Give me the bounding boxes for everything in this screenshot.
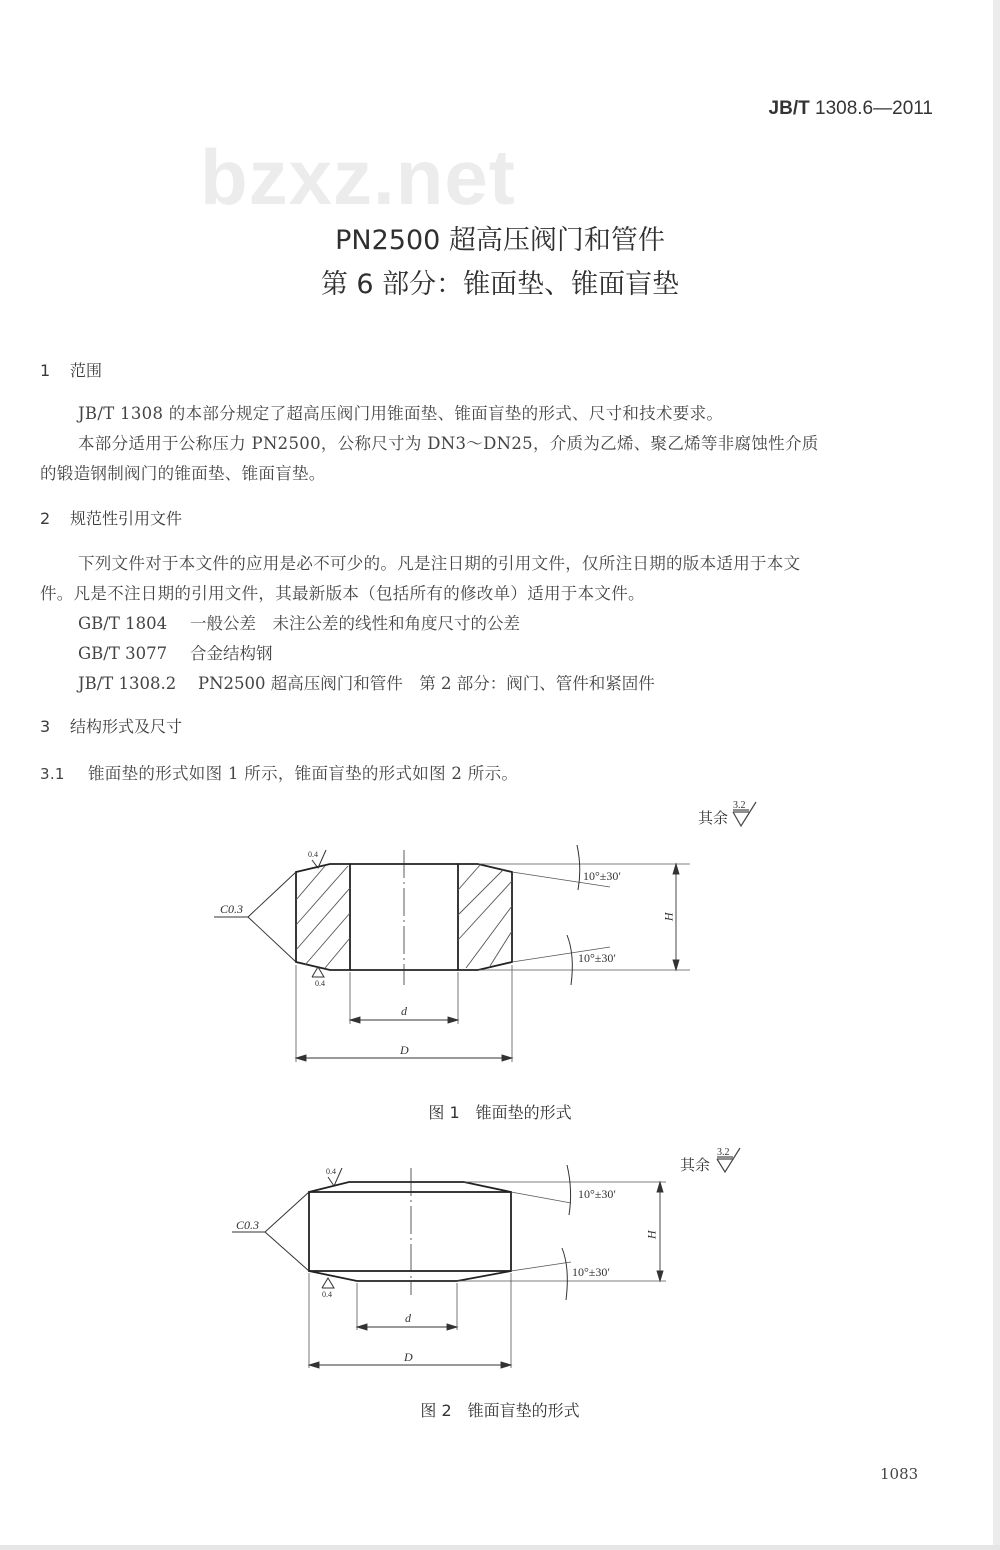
reference-title: PN2500 超高压阀门和管件 第 2 部分：阀门、管件和紧固件 — [198, 674, 655, 693]
section-title: 结构形式及尺寸 — [70, 717, 183, 736]
reference-title: 合金结构钢 — [190, 644, 273, 663]
roughness-symbol-icon — [322, 1278, 334, 1288]
page-number: 1083 — [880, 1465, 919, 1483]
standard-number: 1308.6—2011 — [815, 98, 933, 119]
dim-d-label: d — [401, 1004, 407, 1018]
reference-item — [78, 670, 655, 694]
document-title-line2: 第 6 部分：锥面垫、锥面盲垫 — [320, 269, 680, 300]
section-2-heading — [40, 506, 182, 529]
angle-label-top: 10°±30′ — [583, 869, 622, 883]
standard-prefix: JB/T — [768, 98, 810, 119]
face-roughness-bottom: 0.4 — [322, 1290, 332, 1299]
section-title: 规范性引用文件 — [70, 509, 183, 528]
reference-code: JB/T 1308.2 — [78, 674, 177, 693]
reference-item — [78, 640, 273, 664]
face-roughness-top: 0.4 — [308, 850, 318, 859]
section-3-heading — [40, 714, 182, 737]
section-number: 1 — [40, 361, 51, 380]
document-title-line1: PN2500 超高压阀门和管件 — [335, 225, 665, 256]
angle-label-bottom: 10°±30′ — [572, 1265, 611, 1279]
dim-H-label: H — [645, 1230, 659, 1239]
face-roughness-top: 0.4 — [326, 1167, 336, 1176]
roughness-rest-label: 其余 — [680, 1158, 711, 1174]
roughness-rest-value: 3.2 — [717, 1147, 730, 1158]
figure-2-drawing — [0, 1140, 1000, 1380]
chamfer-label: C0.3 — [220, 902, 244, 916]
page-edge-bottom — [0, 1545, 1000, 1550]
paragraph: 下列文件对于本文件的应用是必不可少的。凡是注日期的引用文件，仅所注日期的版本适用于本文 — [78, 554, 801, 573]
angle-arc-bottom — [562, 1248, 567, 1300]
subsection-number: 3.1 — [40, 765, 65, 783]
angle-label-bottom: 10°±30′ — [578, 951, 617, 965]
angle-arc-top — [577, 845, 580, 890]
chamfer-label: C0.3 — [236, 1218, 260, 1232]
watermark: bzxz.net — [200, 133, 516, 221]
figure-1-caption: 图 1 锥面垫的形式 — [428, 1103, 572, 1122]
chamfer-leader — [214, 872, 296, 962]
reference-code: GB/T 1804 — [78, 614, 168, 633]
dim-D-label: D — [404, 1350, 413, 1364]
dim-H-label: H — [662, 912, 676, 921]
reference-title: 一般公差 未注公差的线性和角度尺寸的公差 — [190, 614, 520, 633]
roughness-rest-value: 3.2 — [733, 800, 746, 811]
paragraph: JB/T 1308 的本部分规定了超高压阀门用锥面垫、锥面盲垫的形式、尺寸和技术要求。 — [78, 404, 724, 423]
section-title: 范围 — [70, 361, 103, 380]
paragraph: 本部分适用于公称压力 PN2500，公称尺寸为 DN3～DN25，介质为乙烯、聚乙烯等非腐蚀性介质 — [78, 434, 819, 453]
angle-arc-top — [567, 1165, 571, 1215]
paragraph: 的锻造钢制阀门的锥面垫、锥面盲垫。 — [40, 464, 326, 483]
section-number: 2 — [40, 509, 51, 528]
paragraph: 件。凡是不注日期的引用文件，其最新版本（包括所有的修改单）适用于本文件。 — [40, 584, 645, 603]
extension-lines — [296, 864, 690, 1062]
figure-2-caption: 图 2 锥面盲垫的形式 — [420, 1401, 580, 1420]
angle-arc-bottom — [567, 935, 572, 985]
blind-gasket-outline — [309, 1182, 511, 1281]
standard-code — [769, 98, 933, 120]
section-1-heading — [40, 358, 102, 381]
roughness-rest-label: 其余 — [698, 811, 729, 827]
angle-label-top: 10°±30′ — [578, 1187, 617, 1201]
reference-code: GB/T 3077 — [78, 644, 168, 663]
subsection-3-1 — [40, 760, 518, 784]
figure-1-drawing — [0, 790, 1000, 1090]
section-number: 3 — [40, 717, 51, 736]
dim-d-label: d — [405, 1311, 411, 1325]
dim-D-label: D — [400, 1043, 409, 1057]
subsection-text: 锥面垫的形式如图 1 所示，锥面盲垫的形式如图 2 所示。 — [88, 764, 519, 783]
reference-item — [78, 610, 520, 634]
face-roughness-bottom: 0.4 — [315, 979, 325, 988]
